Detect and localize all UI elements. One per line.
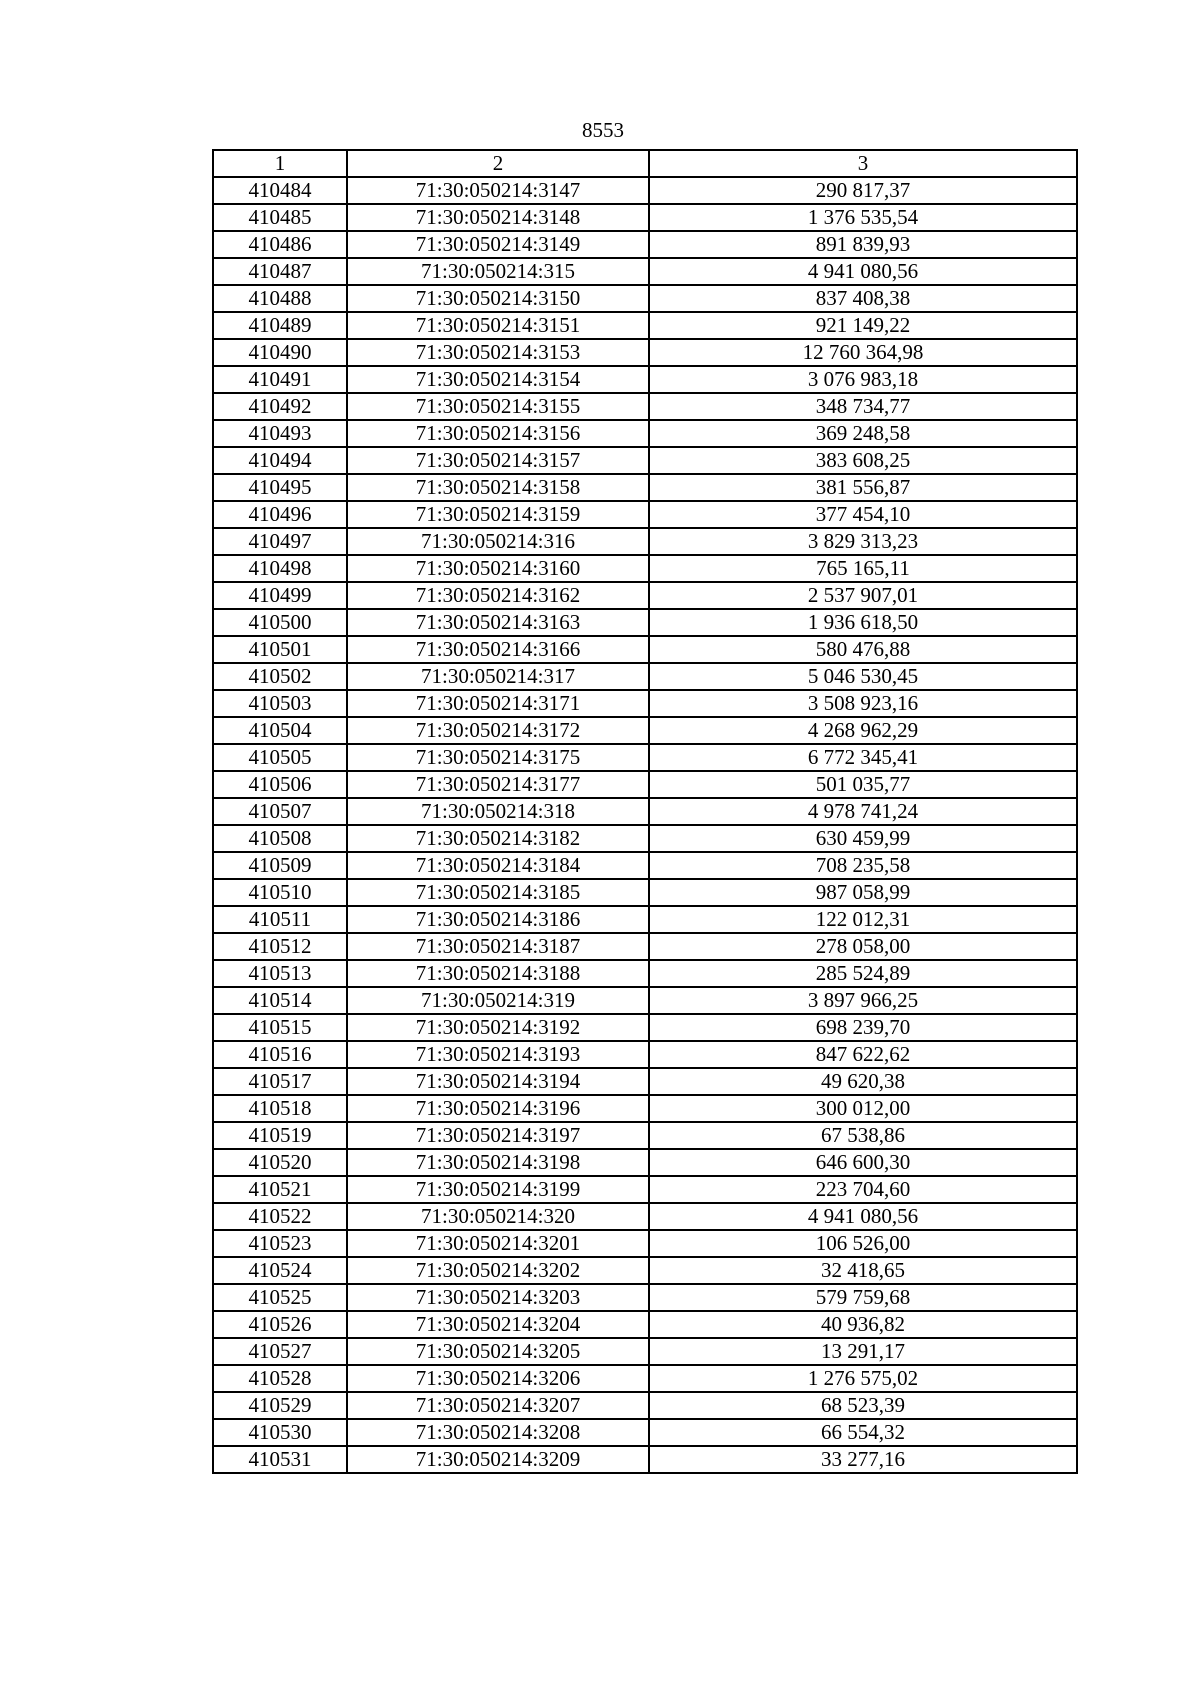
row-number-cell: 410512 xyxy=(213,933,347,960)
table-row xyxy=(213,663,1077,690)
value-cell: 3 829 313,23 xyxy=(649,528,1077,555)
row-number-cell: 410510 xyxy=(213,879,347,906)
row-number-cell: 410530 xyxy=(213,1419,347,1446)
table-row xyxy=(213,555,1077,582)
value-cell: 1 276 575,02 xyxy=(649,1365,1077,1392)
cadastral-number-cell: 71:30:050214:3186 xyxy=(347,906,649,933)
table-row xyxy=(213,447,1077,474)
table-row xyxy=(213,1122,1077,1149)
value-cell: 4 978 741,24 xyxy=(649,798,1077,825)
table-row xyxy=(213,609,1077,636)
row-number-cell: 410487 xyxy=(213,258,347,285)
value-cell: 891 839,93 xyxy=(649,231,1077,258)
row-number-cell: 410525 xyxy=(213,1284,347,1311)
row-number-cell: 410486 xyxy=(213,231,347,258)
value-cell: 383 608,25 xyxy=(649,447,1077,474)
row-number-cell: 410488 xyxy=(213,285,347,312)
table-row xyxy=(213,987,1077,1014)
row-number-cell: 410515 xyxy=(213,1014,347,1041)
row-number-cell: 410499 xyxy=(213,582,347,609)
table-row xyxy=(213,339,1077,366)
row-number-cell: 410523 xyxy=(213,1230,347,1257)
row-number-cell: 410508 xyxy=(213,825,347,852)
column-header-1: 1 xyxy=(213,150,347,177)
cadastral-number-cell: 71:30:050214:3150 xyxy=(347,285,649,312)
cadastral-number-cell: 71:30:050214:3209 xyxy=(347,1446,649,1473)
row-number-cell: 410519 xyxy=(213,1122,347,1149)
row-number-cell: 410511 xyxy=(213,906,347,933)
table-row xyxy=(213,366,1077,393)
cadastral-number-cell: 71:30:050214:319 xyxy=(347,987,649,1014)
row-number-cell: 410494 xyxy=(213,447,347,474)
cadastral-number-cell: 71:30:050214:3197 xyxy=(347,1122,649,1149)
table-row xyxy=(213,825,1077,852)
row-number-cell: 410503 xyxy=(213,690,347,717)
table-row xyxy=(213,1041,1077,1068)
table-row xyxy=(213,744,1077,771)
value-cell: 40 936,82 xyxy=(649,1311,1077,1338)
row-number-cell: 410493 xyxy=(213,420,347,447)
value-cell: 698 239,70 xyxy=(649,1014,1077,1041)
cadastral-number-cell: 71:30:050214:3207 xyxy=(347,1392,649,1419)
cadastral-number-cell: 71:30:050214:3163 xyxy=(347,609,649,636)
table-row xyxy=(213,204,1077,231)
row-number-cell: 410484 xyxy=(213,177,347,204)
value-cell: 33 277,16 xyxy=(649,1446,1077,1473)
table-row xyxy=(213,231,1077,258)
table-row xyxy=(213,717,1077,744)
row-number-cell: 410517 xyxy=(213,1068,347,1095)
cadastral-number-cell: 71:30:050214:317 xyxy=(347,663,649,690)
row-number-cell: 410524 xyxy=(213,1257,347,1284)
value-cell: 106 526,00 xyxy=(649,1230,1077,1257)
table-row xyxy=(213,1149,1077,1176)
table-row xyxy=(213,636,1077,663)
table-row xyxy=(213,771,1077,798)
table-row xyxy=(213,420,1077,447)
table-row xyxy=(213,1392,1077,1419)
value-cell: 381 556,87 xyxy=(649,474,1077,501)
row-number-cell: 410502 xyxy=(213,663,347,690)
cadastral-number-cell: 71:30:050214:3160 xyxy=(347,555,649,582)
table-row xyxy=(213,312,1077,339)
table-row xyxy=(213,1230,1077,1257)
table-row xyxy=(213,1311,1077,1338)
row-number-cell: 410514 xyxy=(213,987,347,1014)
cadastral-number-cell: 71:30:050214:3172 xyxy=(347,717,649,744)
value-cell: 579 759,68 xyxy=(649,1284,1077,1311)
cadastral-number-cell: 71:30:050214:320 xyxy=(347,1203,649,1230)
table-row xyxy=(213,798,1077,825)
value-cell: 13 291,17 xyxy=(649,1338,1077,1365)
row-number-cell: 410531 xyxy=(213,1446,347,1473)
row-number-cell: 410513 xyxy=(213,960,347,987)
value-cell: 223 704,60 xyxy=(649,1176,1077,1203)
table-row xyxy=(213,177,1077,204)
value-cell: 32 418,65 xyxy=(649,1257,1077,1284)
row-number-cell: 410485 xyxy=(213,204,347,231)
column-header-2: 2 xyxy=(347,150,649,177)
table-row xyxy=(213,852,1077,879)
row-number-cell: 410492 xyxy=(213,393,347,420)
cadastral-number-cell: 71:30:050214:316 xyxy=(347,528,649,555)
row-number-cell: 410489 xyxy=(213,312,347,339)
cadastral-number-cell: 71:30:050214:3206 xyxy=(347,1365,649,1392)
cadastral-number-cell: 71:30:050214:3153 xyxy=(347,339,649,366)
cadastral-number-cell: 71:30:050214:3196 xyxy=(347,1095,649,1122)
row-number-cell: 410516 xyxy=(213,1041,347,1068)
cadastral-number-cell: 71:30:050214:3171 xyxy=(347,690,649,717)
cadastral-number-cell: 71:30:050214:3155 xyxy=(347,393,649,420)
cadastral-number-cell: 71:30:050214:3177 xyxy=(347,771,649,798)
value-cell: 3 076 983,18 xyxy=(649,366,1077,393)
value-cell: 580 476,88 xyxy=(649,636,1077,663)
row-number-cell: 410527 xyxy=(213,1338,347,1365)
value-cell: 5 046 530,45 xyxy=(649,663,1077,690)
value-cell: 3 508 923,16 xyxy=(649,690,1077,717)
value-cell: 377 454,10 xyxy=(649,501,1077,528)
cadastral-number-cell: 71:30:050214:3192 xyxy=(347,1014,649,1041)
table-row xyxy=(213,1176,1077,1203)
cadastral-number-cell: 71:30:050214:3208 xyxy=(347,1419,649,1446)
value-cell: 765 165,11 xyxy=(649,555,1077,582)
value-cell: 348 734,77 xyxy=(649,393,1077,420)
row-number-cell: 410518 xyxy=(213,1095,347,1122)
cadastral-number-cell: 71:30:050214:3193 xyxy=(347,1041,649,1068)
table-row xyxy=(213,1068,1077,1095)
row-number-cell: 410490 xyxy=(213,339,347,366)
row-number-cell: 410507 xyxy=(213,798,347,825)
cadastral-number-cell: 71:30:050214:3202 xyxy=(347,1257,649,1284)
table-row xyxy=(213,258,1077,285)
cadastral-number-cell: 71:30:050214:3187 xyxy=(347,933,649,960)
data-table xyxy=(212,149,1078,1474)
row-number-cell: 410501 xyxy=(213,636,347,663)
value-cell: 6 772 345,41 xyxy=(649,744,1077,771)
cadastral-number-cell: 71:30:050214:3204 xyxy=(347,1311,649,1338)
cadastral-number-cell: 71:30:050214:3162 xyxy=(347,582,649,609)
cadastral-number-cell: 71:30:050214:3185 xyxy=(347,879,649,906)
table-row xyxy=(213,690,1077,717)
value-cell: 122 012,31 xyxy=(649,906,1077,933)
table-row xyxy=(213,1284,1077,1311)
value-cell: 49 620,38 xyxy=(649,1068,1077,1095)
value-cell: 837 408,38 xyxy=(649,285,1077,312)
row-number-cell: 410522 xyxy=(213,1203,347,1230)
row-number-cell: 410521 xyxy=(213,1176,347,1203)
cadastral-number-cell: 71:30:050214:3156 xyxy=(347,420,649,447)
row-number-cell: 410496 xyxy=(213,501,347,528)
value-cell: 501 035,77 xyxy=(649,771,1077,798)
header-row xyxy=(213,150,1077,177)
table-row xyxy=(213,1257,1077,1284)
value-cell: 67 538,86 xyxy=(649,1122,1077,1149)
row-number-cell: 410504 xyxy=(213,717,347,744)
table-row xyxy=(213,501,1077,528)
table-row xyxy=(213,879,1077,906)
row-number-cell: 410506 xyxy=(213,771,347,798)
cadastral-number-cell: 71:30:050214:3157 xyxy=(347,447,649,474)
cadastral-number-cell: 71:30:050214:3198 xyxy=(347,1149,649,1176)
row-number-cell: 410528 xyxy=(213,1365,347,1392)
table-row xyxy=(213,1365,1077,1392)
row-number-cell: 410498 xyxy=(213,555,347,582)
cadastral-number-cell: 71:30:050214:3159 xyxy=(347,501,649,528)
row-number-cell: 410491 xyxy=(213,366,347,393)
table-row xyxy=(213,1446,1077,1473)
row-number-cell: 410500 xyxy=(213,609,347,636)
value-cell: 278 058,00 xyxy=(649,933,1077,960)
cadastral-number-cell: 71:30:050214:3194 xyxy=(347,1068,649,1095)
table-row xyxy=(213,1014,1077,1041)
value-cell: 66 554,32 xyxy=(649,1419,1077,1446)
cadastral-number-cell: 71:30:050214:3154 xyxy=(347,366,649,393)
cadastral-number-cell: 71:30:050214:318 xyxy=(347,798,649,825)
table-row xyxy=(213,906,1077,933)
cadastral-number-cell: 71:30:050214:3184 xyxy=(347,852,649,879)
page-number: 8553 xyxy=(582,118,624,142)
value-cell: 300 012,00 xyxy=(649,1095,1077,1122)
row-number-cell: 410520 xyxy=(213,1149,347,1176)
value-cell: 12 760 364,98 xyxy=(649,339,1077,366)
table-row xyxy=(213,528,1077,555)
value-cell: 1 376 535,54 xyxy=(649,204,1077,231)
value-cell: 4 268 962,29 xyxy=(649,717,1077,744)
column-header-3: 3 xyxy=(649,150,1077,177)
table-row xyxy=(213,1203,1077,1230)
cadastral-number-cell: 71:30:050214:3175 xyxy=(347,744,649,771)
value-cell: 708 235,58 xyxy=(649,852,1077,879)
table-row xyxy=(213,1095,1077,1122)
value-cell: 921 149,22 xyxy=(649,312,1077,339)
cadastral-number-cell: 71:30:050214:3147 xyxy=(347,177,649,204)
cadastral-number-cell: 71:30:050214:3188 xyxy=(347,960,649,987)
row-number-cell: 410495 xyxy=(213,474,347,501)
cadastral-number-cell: 71:30:050214:3203 xyxy=(347,1284,649,1311)
cadastral-number-cell: 71:30:050214:3199 xyxy=(347,1176,649,1203)
row-number-cell: 410526 xyxy=(213,1311,347,1338)
cadastral-number-cell: 71:30:050214:3151 xyxy=(347,312,649,339)
cadastral-number-cell: 71:30:050214:3182 xyxy=(347,825,649,852)
value-cell: 290 817,37 xyxy=(649,177,1077,204)
table-row xyxy=(213,933,1077,960)
row-number-cell: 410509 xyxy=(213,852,347,879)
value-cell: 1 936 618,50 xyxy=(649,609,1077,636)
cadastral-number-cell: 71:30:050214:3201 xyxy=(347,1230,649,1257)
cadastral-number-cell: 71:30:050214:3205 xyxy=(347,1338,649,1365)
cadastral-number-cell: 71:30:050214:3149 xyxy=(347,231,649,258)
value-cell: 369 248,58 xyxy=(649,420,1077,447)
row-number-cell: 410529 xyxy=(213,1392,347,1419)
cadastral-number-cell: 71:30:050214:3148 xyxy=(347,204,649,231)
cadastral-number-cell: 71:30:050214:3166 xyxy=(347,636,649,663)
table-row xyxy=(213,285,1077,312)
value-cell: 630 459,99 xyxy=(649,825,1077,852)
value-cell: 4 941 080,56 xyxy=(649,258,1077,285)
table-row xyxy=(213,582,1077,609)
table-row xyxy=(213,393,1077,420)
value-cell: 3 897 966,25 xyxy=(649,987,1077,1014)
value-cell: 285 524,89 xyxy=(649,960,1077,987)
value-cell: 2 537 907,01 xyxy=(649,582,1077,609)
value-cell: 646 600,30 xyxy=(649,1149,1077,1176)
cadastral-number-cell: 71:30:050214:3158 xyxy=(347,474,649,501)
value-cell: 68 523,39 xyxy=(649,1392,1077,1419)
table-row xyxy=(213,960,1077,987)
value-cell: 987 058,99 xyxy=(649,879,1077,906)
row-number-cell: 410505 xyxy=(213,744,347,771)
table-row xyxy=(213,1419,1077,1446)
value-cell: 847 622,62 xyxy=(649,1041,1077,1068)
table-row xyxy=(213,474,1077,501)
value-cell: 4 941 080,56 xyxy=(649,1203,1077,1230)
table-body xyxy=(213,177,1077,1473)
cadastral-number-cell: 71:30:050214:315 xyxy=(347,258,649,285)
row-number-cell: 410497 xyxy=(213,528,347,555)
table-row xyxy=(213,1338,1077,1365)
